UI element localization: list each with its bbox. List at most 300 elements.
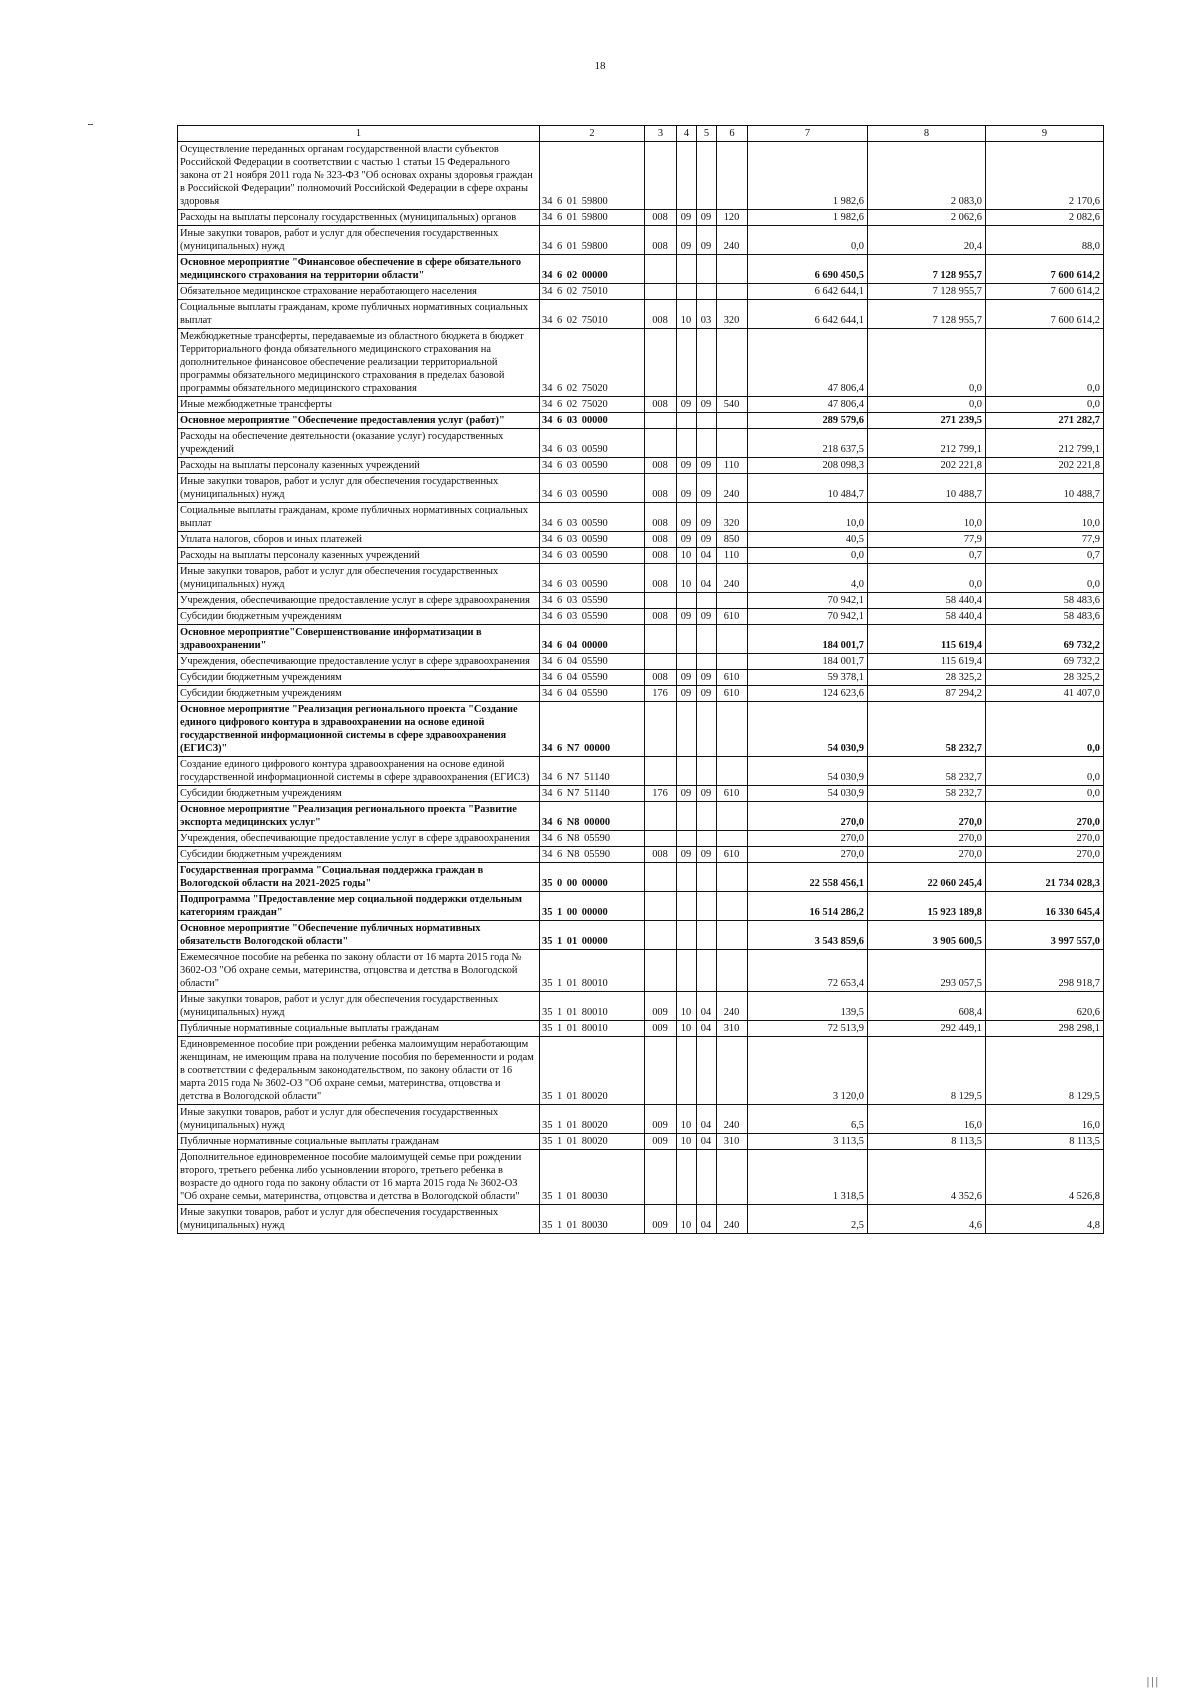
section-code: 09 bbox=[677, 532, 697, 548]
target-article-code: 34 6 04 05590 bbox=[540, 670, 645, 686]
section-code bbox=[677, 329, 697, 397]
amount-year-3: 0,0 bbox=[986, 564, 1104, 593]
amount-year-3: 16 330 645,4 bbox=[986, 892, 1104, 921]
subsection-code: 09 bbox=[697, 474, 717, 503]
subsection-code: 09 bbox=[697, 226, 717, 255]
amount-year-3: 0,0 bbox=[986, 329, 1104, 397]
amount-year-3: 620,6 bbox=[986, 992, 1104, 1021]
amount-year-3: 41 407,0 bbox=[986, 686, 1104, 702]
scan-artifact-bottom: ||| bbox=[1146, 1674, 1160, 1688]
row-name: Публичные нормативные социальные выплаты гражданам bbox=[178, 1021, 540, 1037]
table-row bbox=[178, 670, 1104, 686]
col-num-4: 4 bbox=[677, 126, 697, 142]
subsection-code bbox=[697, 1037, 717, 1105]
table-row bbox=[178, 329, 1104, 397]
subsection-code bbox=[697, 429, 717, 458]
target-article-code: 35 1 01 80030 bbox=[540, 1150, 645, 1205]
section-code: 09 bbox=[677, 786, 697, 802]
table-row bbox=[178, 950, 1104, 992]
row-name: Дополнительное единовременное пособие малоимущей семье при рождении второго, третьего ребенка либо усыновлении второго, третьего ребенка в возрасте до одного года по закону области от 16 марта 2015 года № 3602-ОЗ "Об охране семьи, материнства, отцовства и детства в Вологодской области" bbox=[178, 1150, 540, 1205]
table-row bbox=[178, 847, 1104, 863]
amount-year-2: 212 799,1 bbox=[868, 429, 986, 458]
table-row bbox=[178, 921, 1104, 950]
section-code bbox=[677, 702, 697, 757]
amount-year-1: 72 653,4 bbox=[748, 950, 868, 992]
col-num-6: 6 bbox=[717, 126, 748, 142]
section-code bbox=[677, 429, 697, 458]
amount-year-3: 16,0 bbox=[986, 1105, 1104, 1134]
amount-year-3: 270,0 bbox=[986, 831, 1104, 847]
ministry-code: 008 bbox=[645, 548, 677, 564]
expense-type-code: 540 bbox=[717, 397, 748, 413]
expense-type-code: 610 bbox=[717, 847, 748, 863]
subsection-code bbox=[697, 255, 717, 284]
ministry-code: 008 bbox=[645, 564, 677, 593]
row-name: Иные закупки товаров, работ и услуг для обеспечения государственных (муниципальных) нужд bbox=[178, 474, 540, 503]
section-code: 10 bbox=[677, 992, 697, 1021]
table-row bbox=[178, 1021, 1104, 1037]
target-article-code: 34 6 03 00590 bbox=[540, 503, 645, 532]
ministry-code: 009 bbox=[645, 1134, 677, 1150]
subsection-code: 09 bbox=[697, 786, 717, 802]
amount-year-1: 3 543 859,6 bbox=[748, 921, 868, 950]
table-row bbox=[178, 1037, 1104, 1105]
amount-year-3: 298 298,1 bbox=[986, 1021, 1104, 1037]
ministry-code: 009 bbox=[645, 1105, 677, 1134]
target-article-code: 34 6 04 00000 bbox=[540, 625, 645, 654]
subsection-code: 09 bbox=[697, 847, 717, 863]
amount-year-1: 6 642 644,1 bbox=[748, 300, 868, 329]
ministry-code: 008 bbox=[645, 532, 677, 548]
target-article-code: 34 6 N7 51140 bbox=[540, 786, 645, 802]
subsection-code: 04 bbox=[697, 992, 717, 1021]
amount-year-1: 22 558 456,1 bbox=[748, 863, 868, 892]
ministry-code: 008 bbox=[645, 609, 677, 625]
target-article-code: 34 6 02 75020 bbox=[540, 397, 645, 413]
section-code: 09 bbox=[677, 670, 697, 686]
table-row bbox=[178, 142, 1104, 210]
section-code bbox=[677, 757, 697, 786]
target-article-code: 34 6 02 00000 bbox=[540, 255, 645, 284]
table-row bbox=[178, 548, 1104, 564]
amount-year-2: 292 449,1 bbox=[868, 1021, 986, 1037]
amount-year-1: 1 982,6 bbox=[748, 210, 868, 226]
ministry-code: 009 bbox=[645, 1021, 677, 1037]
ministry-code bbox=[645, 831, 677, 847]
section-code: 09 bbox=[677, 847, 697, 863]
amount-year-2: 2 062,6 bbox=[868, 210, 986, 226]
amount-year-1: 16 514 286,2 bbox=[748, 892, 868, 921]
col-num-2: 2 bbox=[540, 126, 645, 142]
subsection-code bbox=[697, 329, 717, 397]
amount-year-3: 0,7 bbox=[986, 548, 1104, 564]
amount-year-1: 0,0 bbox=[748, 226, 868, 255]
target-article-code: 35 1 01 00000 bbox=[540, 921, 645, 950]
amount-year-3: 3 997 557,0 bbox=[986, 921, 1104, 950]
subsection-code bbox=[697, 1150, 717, 1205]
row-name: Социальные выплаты гражданам, кроме публичных нормативных социальных выплат bbox=[178, 503, 540, 532]
subsection-code bbox=[697, 593, 717, 609]
amount-year-2: 271 239,5 bbox=[868, 413, 986, 429]
table-row bbox=[178, 757, 1104, 786]
table-row bbox=[178, 503, 1104, 532]
expense-type-code: 610 bbox=[717, 686, 748, 702]
subsection-code bbox=[697, 142, 717, 210]
amount-year-1: 6,5 bbox=[748, 1105, 868, 1134]
subsection-code bbox=[697, 831, 717, 847]
ministry-code bbox=[645, 429, 677, 458]
ministry-code bbox=[645, 142, 677, 210]
amount-year-2: 202 221,8 bbox=[868, 458, 986, 474]
table-row bbox=[178, 284, 1104, 300]
amount-year-3: 69 732,2 bbox=[986, 654, 1104, 670]
amount-year-1: 270,0 bbox=[748, 802, 868, 831]
ministry-code: 008 bbox=[645, 458, 677, 474]
amount-year-2: 115 619,4 bbox=[868, 625, 986, 654]
amount-year-2: 0,0 bbox=[868, 329, 986, 397]
table-row bbox=[178, 593, 1104, 609]
amount-year-3: 0,0 bbox=[986, 786, 1104, 802]
amount-year-1: 0,0 bbox=[748, 548, 868, 564]
amount-year-2: 270,0 bbox=[868, 831, 986, 847]
row-name: Основное мероприятие "Реализация регионального проекта "Создание единого цифрового контура в здравоохранении на основе единой государственной информационной системы в сфере здравоохранения (ЕГИСЗ)" bbox=[178, 702, 540, 757]
ministry-code bbox=[645, 654, 677, 670]
section-code bbox=[677, 892, 697, 921]
target-article-code: 34 6 02 75020 bbox=[540, 329, 645, 397]
expense-type-code: 610 bbox=[717, 786, 748, 802]
row-name: Иные закупки товаров, работ и услуг для обеспечения государственных (муниципальных) нужд bbox=[178, 564, 540, 593]
amount-year-3: 28 325,2 bbox=[986, 670, 1104, 686]
row-name: Ежемесячное пособие на ребенка по закону области от 16 марта 2015 года № 3602-ОЗ "Об охране семьи, материнства, отцовства и детства в Вологодской области" bbox=[178, 950, 540, 992]
target-article-code: 34 6 03 00590 bbox=[540, 429, 645, 458]
table-row bbox=[178, 1105, 1104, 1134]
expense-type-code: 240 bbox=[717, 564, 748, 593]
row-name: Осуществление переданных органам государственной власти субъектов Российской Федерации в соответствии с частью 1 статьи 15 Федерального закона от 21 ноября 2011 года № 323-ФЗ "Об основах охраны здоровья граждан в Российской Федерации" полномочий Российской Федерации в сфере охраны здоровья bbox=[178, 142, 540, 210]
table-row bbox=[178, 397, 1104, 413]
amount-year-2: 22 060 245,4 bbox=[868, 863, 986, 892]
amount-year-1: 3 113,5 bbox=[748, 1134, 868, 1150]
amount-year-3: 212 799,1 bbox=[986, 429, 1104, 458]
row-name: Иные закупки товаров, работ и услуг для обеспечения государственных (муниципальных) нужд bbox=[178, 226, 540, 255]
target-article-code: 34 6 02 75010 bbox=[540, 284, 645, 300]
subsection-code bbox=[697, 802, 717, 831]
amount-year-2: 0,0 bbox=[868, 564, 986, 593]
subsection-code bbox=[697, 892, 717, 921]
amount-year-2: 8 129,5 bbox=[868, 1037, 986, 1105]
expense-type-code bbox=[717, 757, 748, 786]
ministry-code: 008 bbox=[645, 474, 677, 503]
subsection-code: 04 bbox=[697, 1205, 717, 1234]
table-row bbox=[178, 786, 1104, 802]
amount-year-2: 2 083,0 bbox=[868, 142, 986, 210]
ministry-code bbox=[645, 1037, 677, 1105]
table-row bbox=[178, 1150, 1104, 1205]
section-code: 10 bbox=[677, 300, 697, 329]
ministry-code: 008 bbox=[645, 847, 677, 863]
row-name: Уплата налогов, сборов и иных платежей bbox=[178, 532, 540, 548]
ministry-code bbox=[645, 702, 677, 757]
table-row bbox=[178, 300, 1104, 329]
ministry-code bbox=[645, 863, 677, 892]
amount-year-1: 70 942,1 bbox=[748, 593, 868, 609]
expense-type-code: 320 bbox=[717, 503, 748, 532]
amount-year-2: 16,0 bbox=[868, 1105, 986, 1134]
table-row bbox=[178, 992, 1104, 1021]
section-code bbox=[677, 863, 697, 892]
expense-type-code: 110 bbox=[717, 458, 748, 474]
section-code: 09 bbox=[677, 474, 697, 503]
target-article-code: 35 1 01 80020 bbox=[540, 1105, 645, 1134]
ministry-code bbox=[645, 329, 677, 397]
section-code: 10 bbox=[677, 548, 697, 564]
amount-year-1: 10 484,7 bbox=[748, 474, 868, 503]
ministry-code bbox=[645, 284, 677, 300]
table-row bbox=[178, 210, 1104, 226]
target-article-code: 34 6 01 59800 bbox=[540, 226, 645, 255]
target-article-code: 34 6 N8 05590 bbox=[540, 847, 645, 863]
subsection-code: 09 bbox=[697, 670, 717, 686]
amount-year-2: 58 232,7 bbox=[868, 786, 986, 802]
target-article-code: 34 6 01 59800 bbox=[540, 210, 645, 226]
row-name: Межбюджетные трансферты, передаваемые из областного бюджета в бюджет Территориального фонда обязательного медицинского страхования на дополнительное финансовое обеспечение реализации территориальной программы обязательного медицинского страхования в пределах базовой программы обязательного медицинского страхования bbox=[178, 329, 540, 397]
col-num-7: 7 bbox=[748, 126, 868, 142]
amount-year-1: 4,0 bbox=[748, 564, 868, 593]
amount-year-3: 7 600 614,2 bbox=[986, 300, 1104, 329]
subsection-code: 04 bbox=[697, 548, 717, 564]
target-article-code: 34 6 04 05590 bbox=[540, 686, 645, 702]
amount-year-3: 58 483,6 bbox=[986, 609, 1104, 625]
expense-type-code: 240 bbox=[717, 1105, 748, 1134]
amount-year-3: 10 488,7 bbox=[986, 474, 1104, 503]
target-article-code: 34 6 03 00590 bbox=[540, 564, 645, 593]
row-name: Субсидии бюджетным учреждениям bbox=[178, 847, 540, 863]
table-row bbox=[178, 564, 1104, 593]
target-article-code: 34 6 02 75010 bbox=[540, 300, 645, 329]
ministry-code bbox=[645, 757, 677, 786]
expense-type-code: 310 bbox=[717, 1021, 748, 1037]
amount-year-3: 2 082,6 bbox=[986, 210, 1104, 226]
section-code: 10 bbox=[677, 1134, 697, 1150]
expense-type-code bbox=[717, 654, 748, 670]
row-name: Учреждения, обеспечивающие предоставление услуг в сфере здравоохранения bbox=[178, 831, 540, 847]
expense-type-code: 610 bbox=[717, 670, 748, 686]
amount-year-3: 298 918,7 bbox=[986, 950, 1104, 992]
target-article-code: 35 1 01 80010 bbox=[540, 1021, 645, 1037]
amount-year-2: 4 352,6 bbox=[868, 1150, 986, 1205]
row-name: Единовременное пособие при рождении ребенка малоимущим неработающим женщинам, не имеющим права на получение пособия по беременности и родам в соответствии с федеральным законодательством, по закону области от 16 марта 2015 года № 3602-ОЗ "Об охране семьи, материнства, отцовства и детства в Вологодской области" bbox=[178, 1037, 540, 1105]
section-code: 09 bbox=[677, 686, 697, 702]
ministry-code bbox=[645, 1150, 677, 1205]
section-code bbox=[677, 802, 697, 831]
amount-year-2: 7 128 955,7 bbox=[868, 300, 986, 329]
expense-type-code: 240 bbox=[717, 992, 748, 1021]
amount-year-2: 87 294,2 bbox=[868, 686, 986, 702]
expense-type-code: 240 bbox=[717, 474, 748, 503]
col-num-9: 9 bbox=[986, 126, 1104, 142]
col-num-3: 3 bbox=[645, 126, 677, 142]
amount-year-1: 208 098,3 bbox=[748, 458, 868, 474]
row-name: Основное мероприятие"Совершенствование информатизации в здравоохранении" bbox=[178, 625, 540, 654]
section-code bbox=[677, 625, 697, 654]
row-name: Основное мероприятие "Реализация регионального проекта "Развитие экспорта медицинских услуг" bbox=[178, 802, 540, 831]
amount-year-1: 54 030,9 bbox=[748, 757, 868, 786]
amount-year-3: 77,9 bbox=[986, 532, 1104, 548]
amount-year-2: 0,7 bbox=[868, 548, 986, 564]
section-code: 10 bbox=[677, 564, 697, 593]
ministry-code bbox=[645, 892, 677, 921]
subsection-code bbox=[697, 757, 717, 786]
ministry-code bbox=[645, 921, 677, 950]
amount-year-1: 1 318,5 bbox=[748, 1150, 868, 1205]
row-name: Расходы на выплаты персоналу государственных (муниципальных) органов bbox=[178, 210, 540, 226]
table-row bbox=[178, 609, 1104, 625]
expense-type-code bbox=[717, 625, 748, 654]
section-code: 10 bbox=[677, 1205, 697, 1234]
table-row bbox=[178, 892, 1104, 921]
expense-type-code: 120 bbox=[717, 210, 748, 226]
expense-type-code bbox=[717, 329, 748, 397]
section-code: 10 bbox=[677, 1021, 697, 1037]
expense-type-code: 320 bbox=[717, 300, 748, 329]
row-name: Субсидии бюджетным учреждениям bbox=[178, 686, 540, 702]
subsection-code: 09 bbox=[697, 503, 717, 532]
subsection-code: 09 bbox=[697, 609, 717, 625]
row-name: Иные закупки товаров, работ и услуг для обеспечения государственных (муниципальных) нужд bbox=[178, 992, 540, 1021]
expense-type-code bbox=[717, 863, 748, 892]
amount-year-3: 271 282,7 bbox=[986, 413, 1104, 429]
subsection-code: 09 bbox=[697, 532, 717, 548]
amount-year-3: 270,0 bbox=[986, 847, 1104, 863]
expense-type-code: 310 bbox=[717, 1134, 748, 1150]
row-name: Субсидии бюджетным учреждениям bbox=[178, 609, 540, 625]
target-article-code: 35 1 01 80030 bbox=[540, 1205, 645, 1234]
row-name: Основное мероприятие "Обеспечение публичных нормативных обязательств Вологодской области" bbox=[178, 921, 540, 950]
expense-type-code bbox=[717, 255, 748, 284]
amount-year-1: 184 001,7 bbox=[748, 654, 868, 670]
expense-type-code: 610 bbox=[717, 609, 748, 625]
amount-year-3: 21 734 028,3 bbox=[986, 863, 1104, 892]
amount-year-2: 10,0 bbox=[868, 503, 986, 532]
subsection-code bbox=[697, 702, 717, 757]
expense-type-code bbox=[717, 702, 748, 757]
section-code bbox=[677, 654, 697, 670]
expense-type-code: 110 bbox=[717, 548, 748, 564]
subsection-code: 09 bbox=[697, 458, 717, 474]
amount-year-3: 8 129,5 bbox=[986, 1037, 1104, 1105]
section-code: 09 bbox=[677, 609, 697, 625]
amount-year-3: 0,0 bbox=[986, 757, 1104, 786]
subsection-code: 04 bbox=[697, 564, 717, 593]
amount-year-1: 40,5 bbox=[748, 532, 868, 548]
section-code: 09 bbox=[677, 226, 697, 255]
amount-year-3: 7 600 614,2 bbox=[986, 284, 1104, 300]
row-name: Субсидии бюджетным учреждениям bbox=[178, 786, 540, 802]
amount-year-1: 47 806,4 bbox=[748, 397, 868, 413]
amount-year-1: 59 378,1 bbox=[748, 670, 868, 686]
target-article-code: 34 6 04 05590 bbox=[540, 654, 645, 670]
row-name: Учреждения, обеспечивающие предоставление услуг в сфере здравоохранения bbox=[178, 654, 540, 670]
amount-year-1: 3 120,0 bbox=[748, 1037, 868, 1105]
table-row bbox=[178, 686, 1104, 702]
subsection-code: 09 bbox=[697, 397, 717, 413]
amount-year-3: 10,0 bbox=[986, 503, 1104, 532]
ministry-code: 008 bbox=[645, 670, 677, 686]
subsection-code: 09 bbox=[697, 686, 717, 702]
target-article-code: 34 6 03 05590 bbox=[540, 609, 645, 625]
amount-year-3: 0,0 bbox=[986, 702, 1104, 757]
amount-year-1: 72 513,9 bbox=[748, 1021, 868, 1037]
amount-year-2: 8 113,5 bbox=[868, 1134, 986, 1150]
table-row bbox=[178, 532, 1104, 548]
table-row bbox=[178, 226, 1104, 255]
col-num-8: 8 bbox=[868, 126, 986, 142]
expense-type-code bbox=[717, 429, 748, 458]
row-name: Субсидии бюджетным учреждениям bbox=[178, 670, 540, 686]
table-body bbox=[178, 142, 1104, 1234]
ministry-code bbox=[645, 625, 677, 654]
amount-year-3: 2 170,6 bbox=[986, 142, 1104, 210]
section-code bbox=[677, 413, 697, 429]
amount-year-2: 4,6 bbox=[868, 1205, 986, 1234]
row-name: Государственная программа "Социальная поддержка граждан в Вологодской области на 2021-2025 годы" bbox=[178, 863, 540, 892]
expense-type-code bbox=[717, 1037, 748, 1105]
amount-year-1: 139,5 bbox=[748, 992, 868, 1021]
target-article-code: 35 1 01 80020 bbox=[540, 1134, 645, 1150]
target-article-code: 35 0 00 00000 bbox=[540, 863, 645, 892]
section-code bbox=[677, 593, 697, 609]
amount-year-3: 69 732,2 bbox=[986, 625, 1104, 654]
amount-year-1: 184 001,7 bbox=[748, 625, 868, 654]
amount-year-3: 8 113,5 bbox=[986, 1134, 1104, 1150]
table-row bbox=[178, 458, 1104, 474]
subsection-code bbox=[697, 921, 717, 950]
table-row bbox=[178, 1134, 1104, 1150]
section-code bbox=[677, 284, 697, 300]
amount-year-3: 58 483,6 bbox=[986, 593, 1104, 609]
amount-year-2: 293 057,5 bbox=[868, 950, 986, 992]
expense-type-code bbox=[717, 142, 748, 210]
amount-year-3: 4 526,8 bbox=[986, 1150, 1104, 1205]
amount-year-1: 2,5 bbox=[748, 1205, 868, 1234]
section-code: 09 bbox=[677, 503, 697, 532]
target-article-code: 34 6 N7 00000 bbox=[540, 702, 645, 757]
amount-year-2: 270,0 bbox=[868, 847, 986, 863]
amount-year-2: 58 440,4 bbox=[868, 609, 986, 625]
amount-year-1: 47 806,4 bbox=[748, 329, 868, 397]
section-code bbox=[677, 831, 697, 847]
table-row bbox=[178, 413, 1104, 429]
amount-year-1: 10,0 bbox=[748, 503, 868, 532]
table-row bbox=[178, 1205, 1104, 1234]
expense-type-code: 240 bbox=[717, 226, 748, 255]
amount-year-2: 20,4 bbox=[868, 226, 986, 255]
subsection-code bbox=[697, 863, 717, 892]
table-row bbox=[178, 863, 1104, 892]
page-number: 18 bbox=[594, 60, 606, 72]
amount-year-1: 289 579,6 bbox=[748, 413, 868, 429]
section-code bbox=[677, 255, 697, 284]
amount-year-2: 3 905 600,5 bbox=[868, 921, 986, 950]
subsection-code: 04 bbox=[697, 1021, 717, 1037]
amount-year-1: 218 637,5 bbox=[748, 429, 868, 458]
target-article-code: 34 6 03 00590 bbox=[540, 548, 645, 564]
budget-table bbox=[177, 125, 1104, 1234]
target-article-code: 34 6 N8 00000 bbox=[540, 802, 645, 831]
amount-year-2: 58 232,7 bbox=[868, 757, 986, 786]
row-name: Основное мероприятие "Финансовое обеспечение в сфере обязательного медицинского страхования на территории области" bbox=[178, 255, 540, 284]
amount-year-3: 88,0 bbox=[986, 226, 1104, 255]
amount-year-2: 270,0 bbox=[868, 802, 986, 831]
